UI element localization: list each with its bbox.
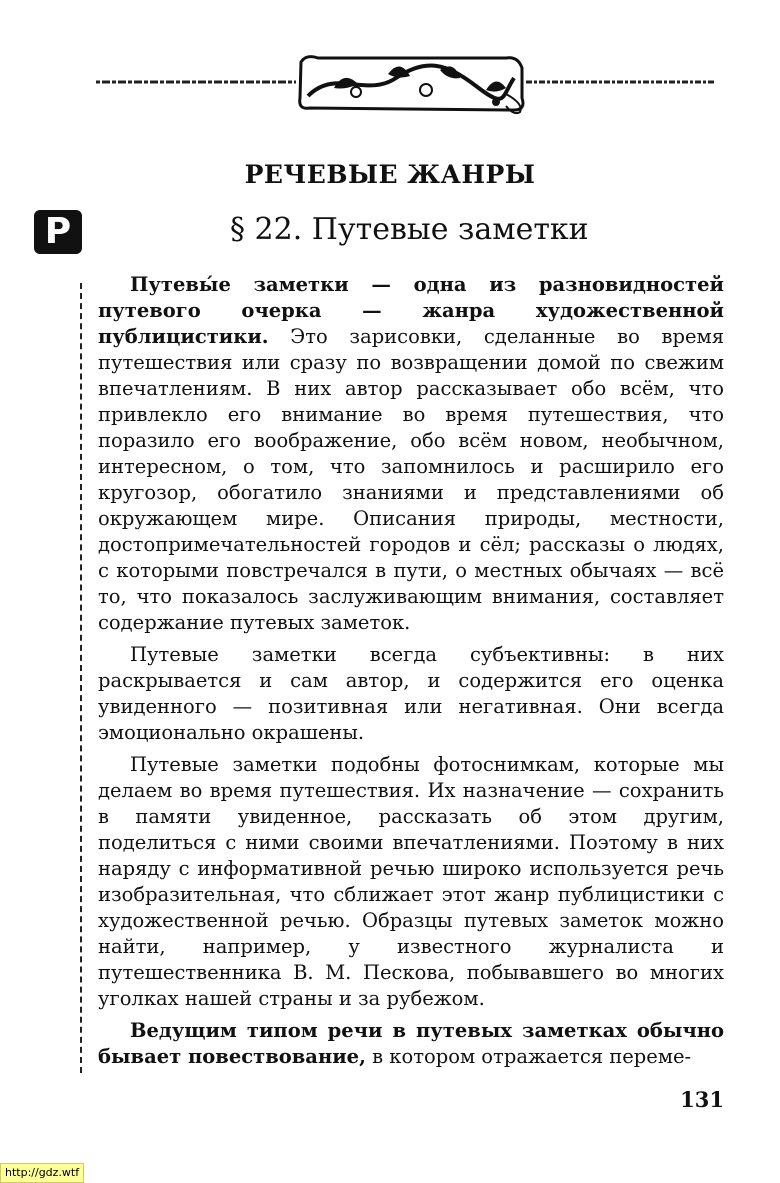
body-text — [98, 272, 724, 1076]
paragraph-title: § 22. Путевые заметки — [230, 212, 589, 247]
decorative-header-ornament — [96, 48, 716, 118]
paragraph-3: Путевые заметки подобны фотоснимкам, которые мы делаем во время путешествия. Их назначение — сохранить в памяти увиденное, рассказать об этом другим, поделиться с ними своими впечатлениями. Поэтому в них наряду с информативной речью широко используется речь изобразительная, что сближает этот жанр публицистики с художественной речью. Образцы путевых заметок можно найти, например, у известного журналиста и путешественника В. М. Пескова, побывавшего во многих уголках нашей страны и за рубежом. — [98, 753, 724, 1010]
source-link[interactable]: http://gdz.wtf — [0, 1163, 84, 1183]
paragraph-4-text: в котором отражается переме- — [365, 1045, 692, 1068]
paragraph-1-text: Это зарисовки, сделанные во время путешествия или сразу по возвращении домой по свежим впечатлениям. В них автор рассказывает обо всём, что привлекло его внимание во время путешествия, что поразило его воображение, обо всём новом, необычном, интересном, о том, что запомнилось и расширило его кругозор, обогатило знаниями и представлениями об окружающем мире. Описания природы, местности, достопримечательностей городов и сёл; рассказы о людях, с которыми повстречался в пути, о местных обычаях — всё то, что показалось заслуживающим внимания, составляет содержание путевых заметок. — [98, 325, 724, 634]
speech-badge-icon: Р — [34, 210, 82, 254]
page-number: 131 — [680, 1087, 724, 1112]
section-heading: РЕЧЕВЫЕ ЖАНРЫ — [244, 160, 536, 189]
speech-type-bold: Ведущим типом речи в путевых заметках обычно бывает повествование, — [98, 1019, 724, 1068]
paragraph-1 — [98, 272, 724, 636]
paragraph-4 — [98, 1018, 724, 1070]
definition-bold: Путевы́е заметки — одна из разновидностей путевого очерка — жанра художественной публицистики. — [98, 273, 724, 348]
margin-rule — [80, 283, 82, 1073]
paragraph-2: Путевые заметки всегда субъективны: в них раскрывается и сам автор, и содержится его оценка увиденного — позитивная или негативная. Они всегда эмоционально окрашены. — [98, 643, 724, 744]
